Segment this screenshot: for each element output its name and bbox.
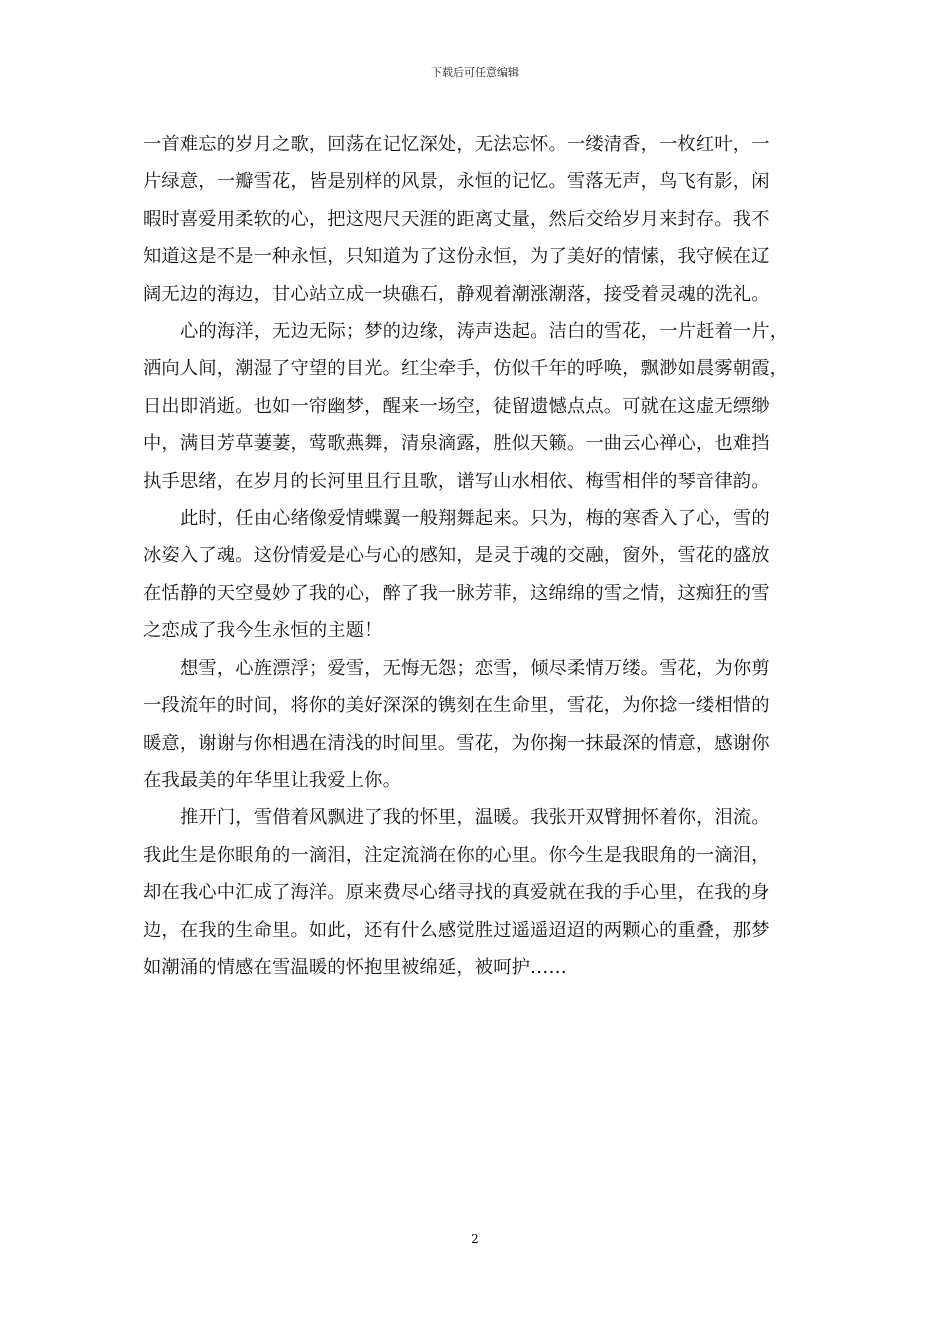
paragraph-line: 冰姿入了魂。这份情爱是心与心的感知，是灵于魂的交融，窗外，雪花的盛放 — [143, 545, 770, 567]
paragraph-line: 我此生是你眼角的一滴泪，注定流淌在你的心里。你今生是我眼角的一滴泪， — [143, 844, 770, 866]
document-body — [143, 126, 807, 986]
paragraph-line: 片绿意，一瓣雪花，皆是别样的风景，永恒的记忆。雪落无声，鸟飞有影，闲 — [143, 171, 770, 193]
paragraph-line: 洒向人间，潮湿了守望的目光。红尘牵手，仿似千年的呼唤，飘渺如晨雾朝霞， — [143, 358, 789, 380]
paragraph-line: 推开门，雪借着风飘进了我的怀里，温暖。我张开双臂拥怀着你，泪流。 — [180, 807, 770, 829]
page-header — [0, 66, 950, 80]
paragraph-line: 中，满目芳草萋萋，莺歌燕舞，清泉滴露，胜似天籁。一曲云心禅心，也难挡 — [143, 433, 770, 455]
paragraph-line: 想雪，心旌漂浮；爱雪，无悔无怨；恋雪，倾尽柔情万缕。雪花，为你剪 — [180, 657, 770, 679]
paragraph-line: 此时，任由心绪像爱情蝶翼一般翔舞起来。只为，梅的寒香入了心，雪的 — [180, 508, 770, 530]
paragraph-line: 知道这是不是一种永恒，只知道为了这份永恒，为了美好的情愫，我守候在辽 — [143, 246, 770, 268]
paragraph-line: 如潮涌的情感在雪温暖的怀抱里被绵延，被呵护…… — [143, 956, 567, 978]
paragraph-line: 在恬静的天空曼妙了我的心，醉了我一脉芳菲，这绵绵的雪之情，这痴狂的雪 — [143, 582, 770, 604]
paragraph-line: 却在我心中汇成了海洋。原来费尽心绪寻找的真爱就在我的手心里，在我的身 — [143, 882, 770, 904]
paragraph-line: 在我最美的年华里让我爱上你。 — [143, 769, 402, 791]
header-text: 下载后可任意编辑 — [431, 66, 519, 79]
paragraph-line: 暖意，谢谢与你相遇在清浅的时间里。雪花，为你掬一抹最深的情意，感谢你 — [143, 732, 770, 754]
paragraph-2 — [143, 313, 807, 500]
paragraph-line: 心的海洋，无边无际；梦的边缘，涛声迭起。洁白的雪花，一片赶着一片， — [180, 321, 789, 343]
paragraph-line: 之恋成了我今生永恒的主题！ — [143, 620, 383, 642]
paragraph-line: 日出即消逝。也如一帘幽梦，醒来一场空，徒留遗憾点点。可就在这虚无缥缈 — [143, 395, 770, 417]
paragraph-line: 边，在我的生命里。如此，还有什么感觉胜过遥遥迢迢的两颗心的重叠，那梦 — [143, 919, 770, 941]
paragraph-1 — [143, 126, 807, 313]
paragraph-line: 执手思绪，在岁月的长河里且行且歌，谱写山水相依、梅雪相伴的琴音律韵。 — [143, 470, 770, 492]
paragraph-5 — [143, 799, 807, 986]
paragraph-4 — [143, 650, 807, 800]
paragraph-3 — [143, 500, 807, 650]
page-footer — [0, 1232, 950, 1246]
paragraph-line: 阔无边的海边，甘心站立成一块礁石，静观着潮涨潮落，接受着灵魂的洗礼。 — [143, 283, 770, 305]
paragraph-line: 一段流年的时间，将你的美好深深的镌刻在生命里，雪花，为你捻一缕相惜的 — [143, 695, 770, 717]
page-number: 2 — [471, 1232, 479, 1246]
paragraph-line: 暇时喜爱用柔软的心，把这咫尺天涯的距离丈量，然后交给岁月来封存。我不 — [143, 208, 770, 230]
paragraph-line: 一首难忘的岁月之歌，回荡在记忆深处，无法忘怀。一缕清香，一枚红叶，一 — [143, 134, 770, 155]
